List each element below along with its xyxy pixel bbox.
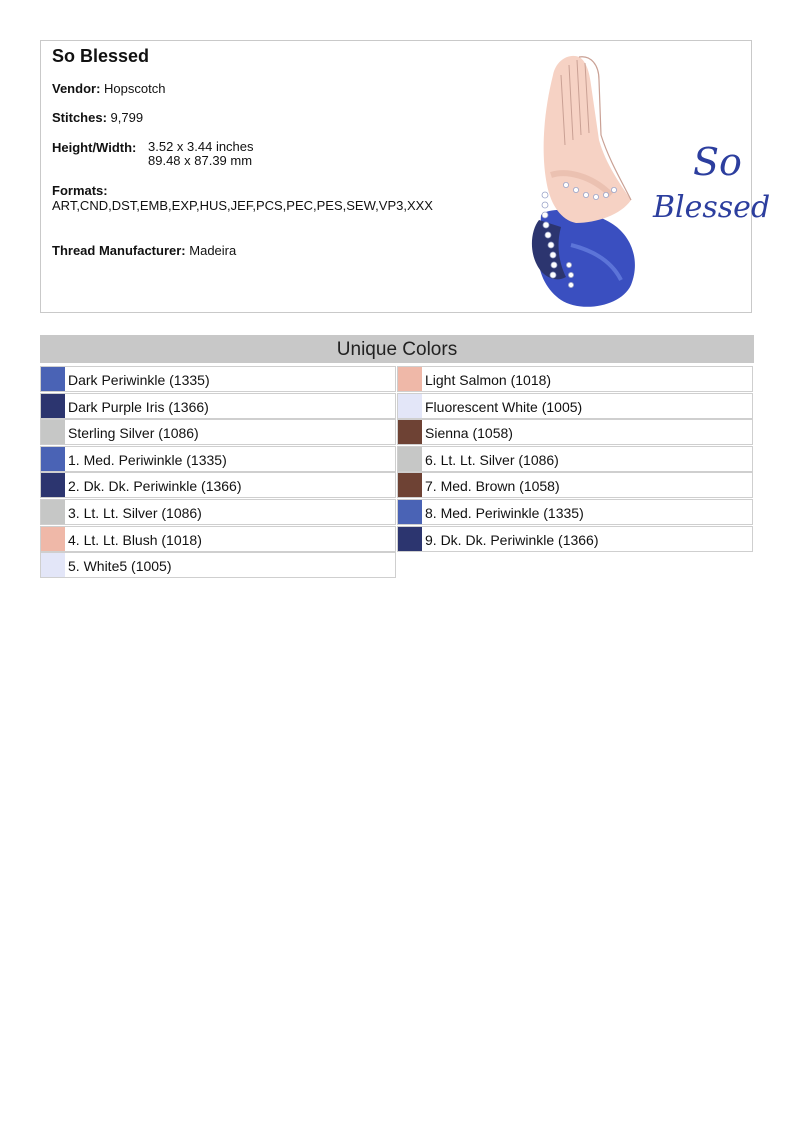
color-swatch (398, 394, 422, 418)
artwork-text-blessed: Blessed (653, 190, 771, 225)
vendor-value: Hopscotch (104, 81, 166, 96)
color-label: 7. Med. Brown (1058) (425, 478, 560, 495)
color-row (40, 499, 396, 525)
color-swatch (398, 367, 422, 391)
color-row (397, 419, 753, 445)
color-label: 2. Dk. Dk. Periwinkle (1366) (68, 478, 242, 495)
color-row (397, 366, 753, 392)
size-label: Height/Width: (52, 140, 137, 155)
artwork-text-so: So (693, 140, 742, 184)
color-label: 9. Dk. Dk. Periwinkle (1366) (425, 531, 599, 548)
color-label: 6. Lt. Lt. Silver (1086) (425, 451, 559, 468)
color-label: 4. Lt. Lt. Blush (1018) (68, 531, 202, 548)
color-swatch (41, 473, 65, 497)
color-row (40, 472, 396, 498)
color-swatch (41, 394, 65, 418)
unique-colors-header: Unique Colors (40, 335, 754, 363)
stitches-row (52, 110, 143, 125)
color-label: 5. White5 (1005) (68, 558, 172, 575)
color-row (40, 526, 396, 552)
thread-row (52, 243, 236, 258)
color-swatch (398, 420, 422, 444)
color-label: Dark Purple Iris (1366) (68, 398, 209, 415)
color-row (40, 446, 396, 472)
thread-value: Madeira (189, 243, 237, 258)
color-swatch (41, 447, 65, 471)
color-swatch (398, 527, 422, 551)
stitches-label: Stitches: (52, 110, 107, 125)
color-label: 8. Med. Periwinkle (1335) (425, 505, 584, 521)
design-title: So Blessed (52, 46, 150, 66)
color-swatch (398, 500, 422, 524)
vendor-label: Vendor: (52, 81, 101, 96)
size-mm: 89.48 x 87.39 mm (148, 153, 253, 168)
thread-label: Thread Manufacturer: (52, 243, 186, 258)
formats-label: Formats: (52, 183, 108, 198)
color-swatch (398, 447, 422, 471)
color-label: 3. Lt. Lt. Silver (1086) (68, 505, 202, 521)
color-row (397, 393, 753, 419)
color-row (40, 552, 396, 578)
color-row (40, 393, 396, 419)
color-label: Sienna (1058) (425, 425, 513, 442)
color-row (397, 499, 753, 525)
design-info-card (40, 40, 771, 313)
color-label: Fluorescent White (1005) (425, 398, 583, 415)
color-label: 1. Med. Periwinkle (1335) (68, 451, 227, 468)
color-swatch (41, 420, 65, 444)
color-row (397, 526, 753, 552)
color-row (397, 472, 753, 498)
size-values (148, 140, 254, 168)
praying-hands-artwork (481, 45, 771, 310)
color-row (40, 419, 396, 445)
color-label: Light Salmon (1018) (425, 372, 552, 388)
color-swatch (41, 367, 65, 391)
color-swatch (398, 473, 422, 497)
color-swatch (41, 500, 65, 524)
color-row (397, 446, 753, 472)
color-swatch (41, 527, 65, 551)
vendor-row (52, 81, 165, 96)
color-label: Sterling Silver (1086) (68, 425, 199, 442)
unique-colors-table (40, 335, 754, 575)
size-inches: 3.52 x 3.44 inches (148, 139, 254, 154)
color-label: Dark Periwinkle (1335) (68, 372, 210, 388)
color-row (40, 366, 396, 392)
formats-value: ART,CND,DST,EMB,EXP,HUS,JEF,PCS,PEC,PES,SEW,VP3,XXX (52, 198, 433, 213)
stitches-value: 9,799 (110, 110, 144, 125)
color-swatch (41, 553, 65, 577)
